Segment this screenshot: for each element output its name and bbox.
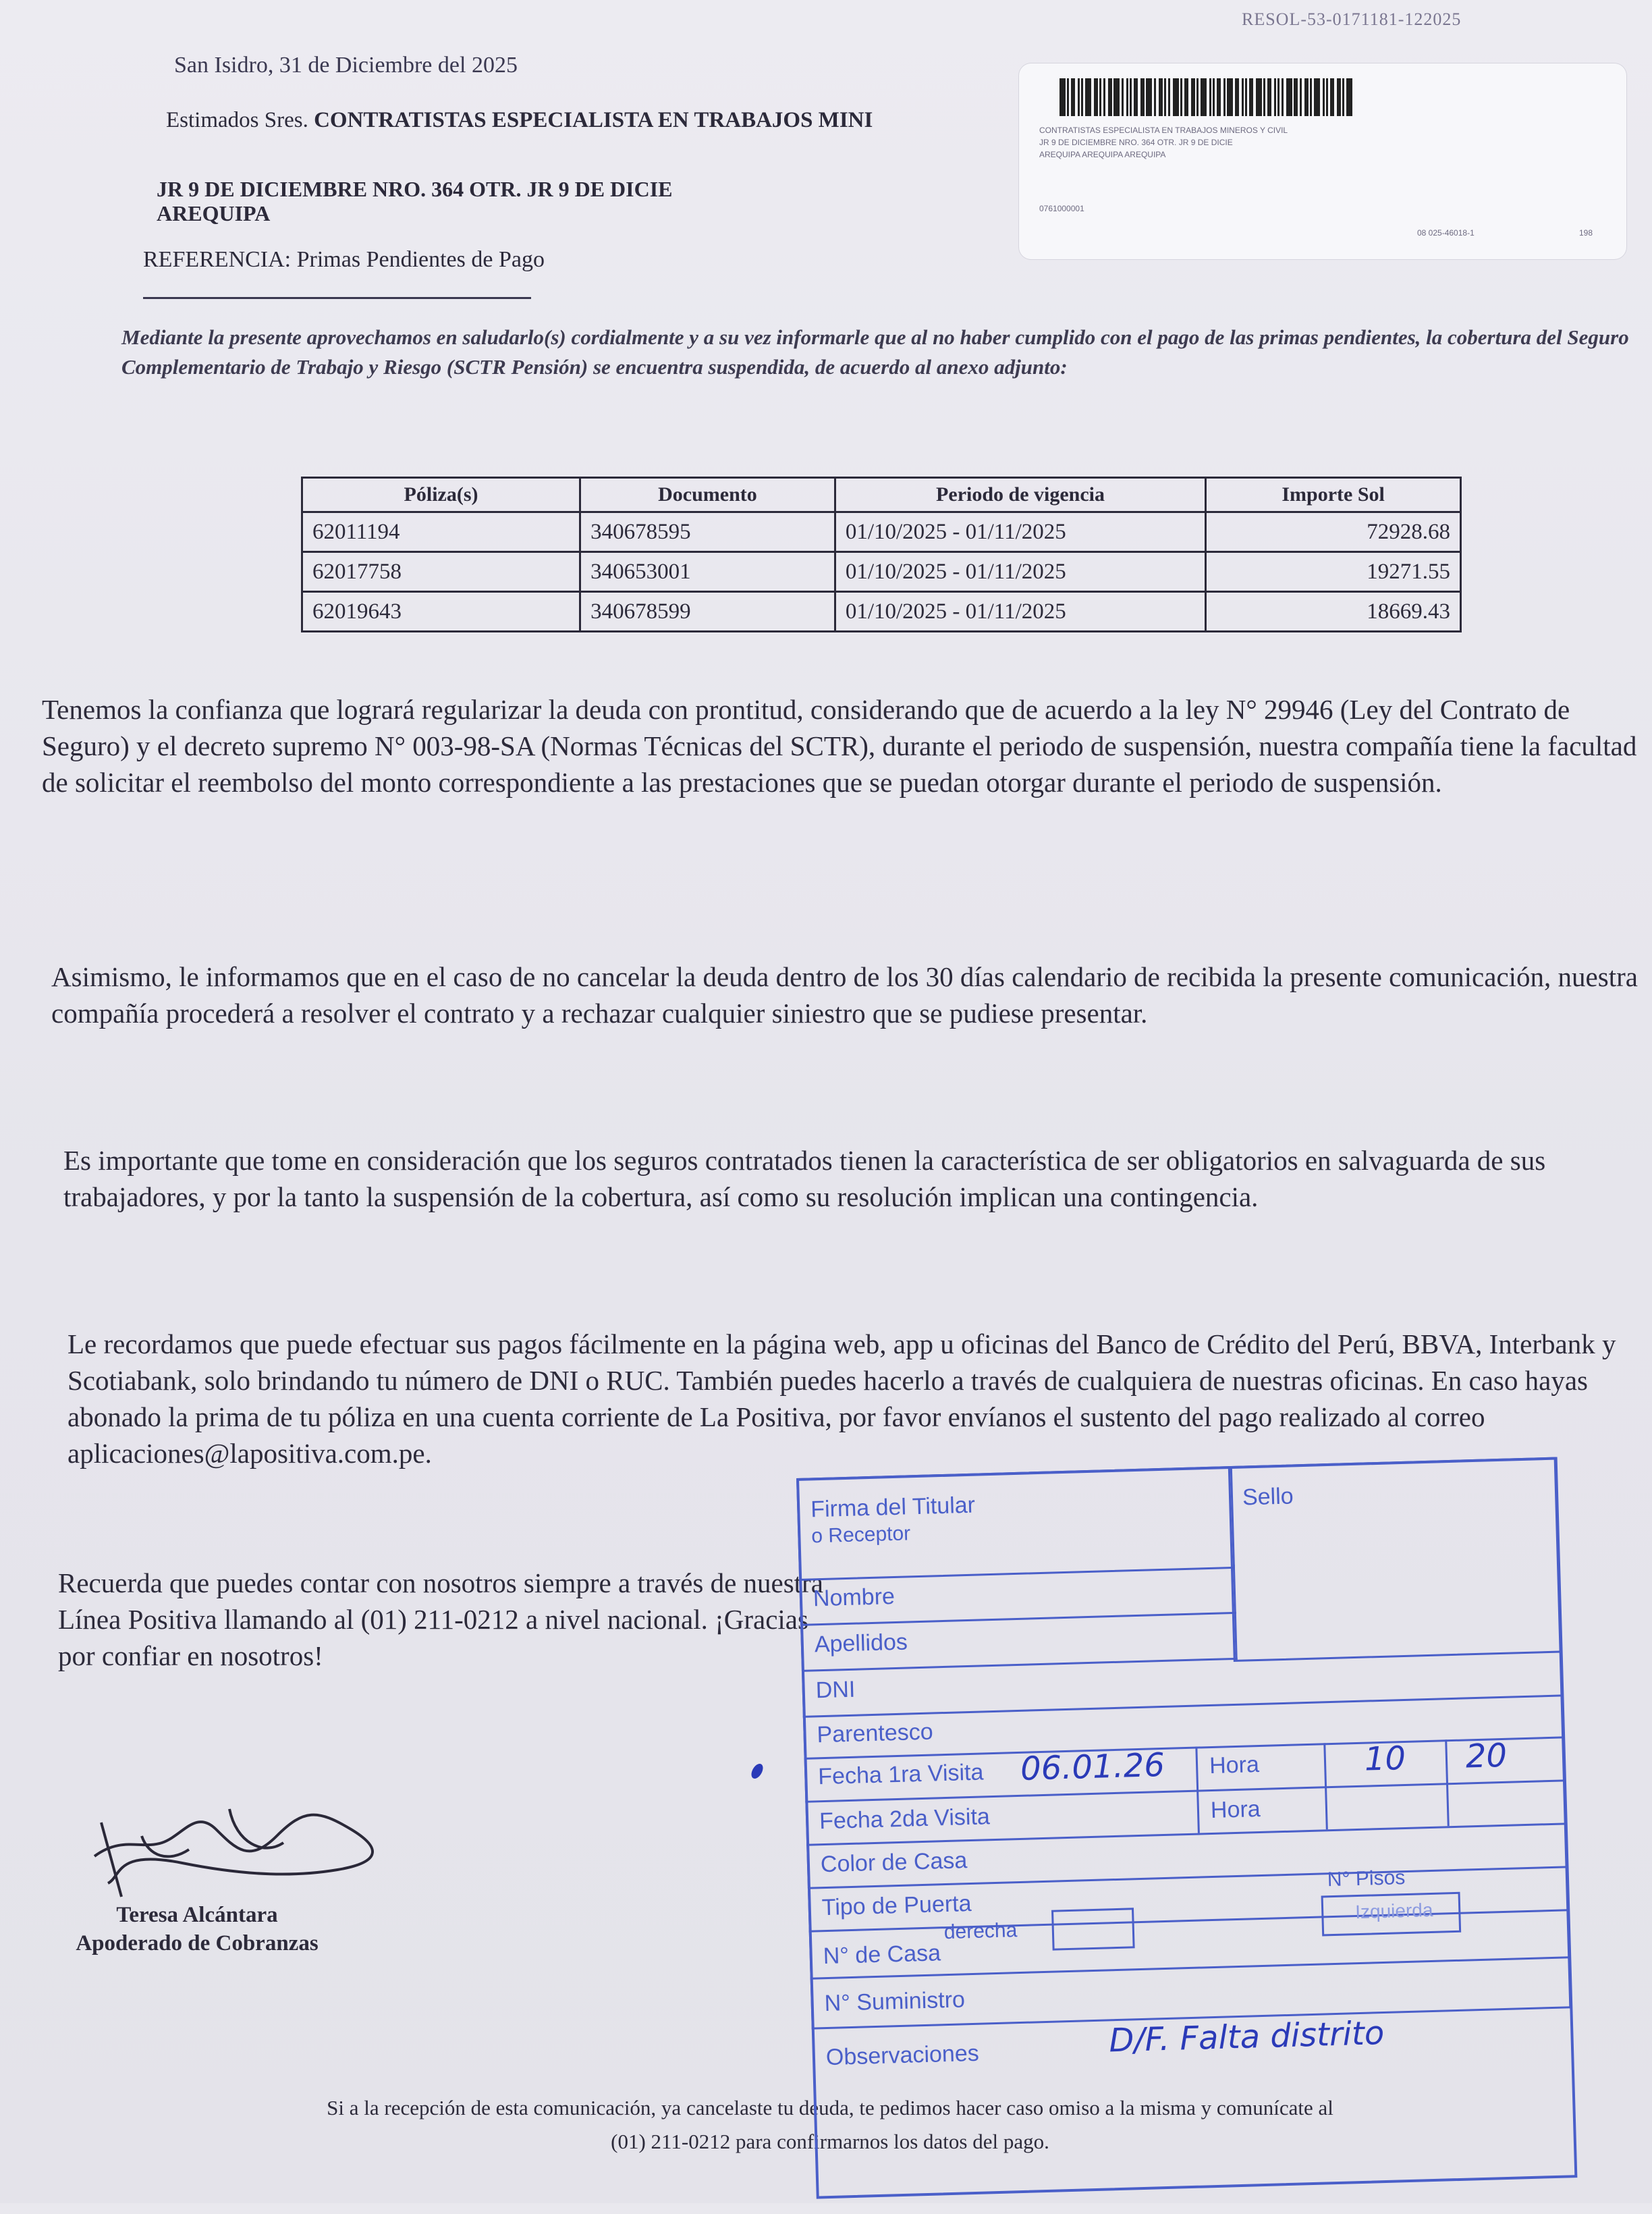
paragraph-payment: Le recordamos que puede efectuar sus pagos fácilmente en la página web, app u oficinas del Banco de Crédito del Perú, BBVA, Interbank y Scotiabank, solo brindando tu número de DNI o RUC. También puedes hacerlo a través de cualquiera de nuestras oficinas. En caso hayas abonado la prima de tu póliza en una cuenta corriente de La Positiva, por favor envíanos el sustento del pago realizado al correo aplicaciones@lapositiva.com.pe. [67, 1328, 1616, 1469]
barcode-bar [1184, 78, 1188, 116]
barcode-bar [1081, 78, 1083, 116]
barcode-bar [1300, 78, 1302, 116]
barcode-bar [1108, 78, 1112, 116]
barcode-bar [1168, 78, 1170, 116]
barcode-bar [1130, 78, 1132, 116]
barcode-bar [1146, 78, 1152, 116]
barcode-bar [1213, 78, 1215, 116]
signatory [55, 1901, 339, 1958]
stamp-sello-label: Sello [1242, 1483, 1294, 1511]
reference-underline [143, 297, 531, 299]
policies-table [301, 477, 1462, 632]
barcode-bar [1294, 78, 1298, 116]
ink-mark-icon [749, 1762, 765, 1781]
table-row [302, 592, 1461, 632]
stamp-nombre-label: Nombre [813, 1584, 896, 1612]
stamp-ncasa-label: N° de Casa [823, 1940, 941, 1970]
label-line-2: JR 9 DE DICIEMBRE NRO. 364 OTR. JR 9 DE DICIE [1039, 138, 1233, 147]
col-documento: Documento [580, 478, 835, 512]
reference: REFERENCIA: Primas Pendientes de Pago [143, 247, 545, 272]
barcode-bar [1274, 78, 1276, 116]
barcode-bar [1323, 78, 1325, 116]
stamp-fecha2-label: Fecha 2da Visita [819, 1804, 991, 1835]
resolution-code: RESOL-53-0171181-122025 [1242, 9, 1462, 29]
barcode-bar [1242, 78, 1244, 116]
stamp-npisos-label: N° Pisos [1327, 1866, 1406, 1891]
stamp-hora1-h: 10 [1364, 1739, 1406, 1779]
table-row [302, 552, 1461, 592]
label-num: 198 [1579, 228, 1593, 238]
cell-periodo: 01/10/2025 - 01/11/2025 [835, 552, 1205, 592]
signatory-name: Teresa Alcántara [116, 1903, 278, 1927]
intro-paragraph: Mediante la presente aprovechamos en saludarlo(s) cordialmente y a su vez informarle que al no haber cumplido con el pago de las primas pendientes, la cobertura del Seguro Complementario de Trabajo y Riesgo (SCTR Pensión) se encuentra suspendida, de acuerdo al anexo adjunto: [121, 325, 1629, 379]
barcode-bar [1263, 78, 1265, 116]
col-periodo: Periodo de vigencia [835, 478, 1205, 512]
stamp-apellidos-label: Apellidos [814, 1629, 908, 1658]
barcode-bar [1085, 78, 1091, 116]
stamp-observaciones-label: Observaciones [825, 2040, 980, 2071]
table-row [302, 512, 1461, 552]
delivery-stamp [796, 1455, 1647, 2214]
barcode-bar [1099, 78, 1101, 116]
barcode-bar [1282, 78, 1284, 116]
barcode-bar [1191, 78, 1195, 116]
stamp-firma-label: Firma del Titular [810, 1492, 976, 1523]
addressee-prefix: Estimados Sres. [166, 108, 308, 132]
barcode-bar [1286, 78, 1292, 116]
barcode-bar [1071, 78, 1075, 116]
cell-periodo: 01/10/2025 - 01/11/2025 [835, 592, 1205, 632]
stamp-dni-label: DNI [815, 1676, 856, 1704]
stamp-fecha1-value: 06.01.26 [1020, 1746, 1165, 1788]
barcode-bar [1235, 78, 1239, 116]
barcode-bar [1126, 78, 1128, 116]
cell-importe: 18669.43 [1206, 592, 1461, 632]
label-line-1: CONTRATISTAS ESPECIALISTA EN TRABAJOS MINEROS Y CIVIL [1039, 126, 1288, 135]
barcode-bar [1180, 78, 1182, 116]
stamp-fecha1-label: Fecha 1ra Visita [817, 1759, 984, 1790]
barcode-bar [1346, 78, 1352, 116]
barcode-bar [1067, 78, 1069, 116]
barcode-bar [1314, 78, 1320, 116]
barcode-bar [1227, 78, 1233, 116]
barcode-bar [1245, 78, 1247, 116]
label-code: 0761000001 [1039, 204, 1084, 213]
cell-poliza: 62017758 [302, 552, 580, 592]
cell-periodo: 01/10/2025 - 01/11/2025 [835, 512, 1205, 552]
barcode-bar [1103, 78, 1105, 116]
barcode-bar [1154, 78, 1156, 116]
signature-icon [81, 1782, 391, 1904]
stamp-tipo-label: Tipo de Puerta [821, 1891, 972, 1921]
barcode-bar [1326, 78, 1328, 116]
col-poliza: Póliza(s) [302, 478, 580, 512]
barcode-bar [1140, 78, 1145, 116]
stamp-izquierda-label: Izquierda [1354, 1899, 1433, 1923]
barcode-bar [1164, 78, 1166, 116]
letter-date: San Isidro, 31 de Diciembre del 2025 [174, 53, 518, 78]
stamp-parentesco-label: Parentesco [817, 1719, 934, 1748]
paragraph-contact: Recuerda que puedes contar con nosotros siempre a través de nuestra Línea Positiva llamando al (01) 211-0212 a nivel nacional. ¡Gracias por confiar en nosotros! [58, 1567, 823, 1671]
barcode-bar [1122, 78, 1124, 116]
stamp-suministro-label: N° Suministro [824, 1987, 966, 2017]
barcode-bar [1223, 78, 1226, 116]
address-line-2: AREQUIPA [157, 201, 271, 225]
barcode-bar [1201, 78, 1207, 116]
barcode-bar [1337, 78, 1341, 116]
label-line-3: AREQUIPA AREQUIPA AREQUIPA [1039, 150, 1166, 159]
stamp-receptor-label: o Receptor [810, 1522, 911, 1548]
barcode-bar [1094, 78, 1098, 116]
cell-documento: 340653001 [580, 552, 835, 592]
barcode-bar [1249, 78, 1253, 116]
address [157, 177, 673, 225]
barcode-bar [1209, 78, 1211, 116]
barcode-bar [1173, 78, 1179, 116]
barcode-bar [1113, 78, 1120, 116]
cell-documento: 340678595 [580, 512, 835, 552]
stamp-derecha-label: derecha [943, 1919, 1018, 1944]
barcode-bar [1196, 78, 1199, 116]
cell-importe: 72928.68 [1206, 512, 1461, 552]
barcode-bar [1330, 78, 1334, 116]
stamp-color-label: Color de Casa [820, 1847, 968, 1878]
footer-line-2: (01) 211-0212 para confirmarnos los datos del pago. [611, 2130, 1049, 2153]
label-ref: 08 025-46018-1 [1417, 228, 1475, 238]
stamp-hora1-m: 20 [1465, 1736, 1508, 1776]
addressee [166, 108, 873, 133]
barcode-bar [1134, 78, 1138, 116]
addressee-name: CONTRATISTAS ESPECIALISTA EN TRABAJOS MINI [314, 108, 873, 132]
stamp-hora1-label: Hora [1209, 1752, 1260, 1779]
cell-documento: 340678599 [580, 592, 835, 632]
address-line-1: JR 9 DE DICIEMBRE NRO. 364 OTR. JR 9 DE DICIE [157, 177, 673, 201]
mailing-label [1019, 63, 1626, 259]
barcode-bar [1217, 78, 1221, 116]
barcode-bar [1159, 78, 1163, 116]
barcode-bar [1304, 78, 1309, 116]
col-importe: Importe Sol [1206, 478, 1461, 512]
barcode-bar [1267, 78, 1271, 116]
paragraph-importance: Es importante que tome en consideración que los seguros contratados tienen la característica de ser obligatorios en salvaguarda de sus trabajadores, y por la tanto la suspensión de la cobertura, así como su resolución implican una contingencia. [63, 1145, 1546, 1212]
paragraph-warning: Asimismo, le informamos que en el caso de no cancelar la deuda dentro de los 30 días calendario de recibida la presente comunicación, nuestra compañía procederá a resolver el contrato y a rechazar cualquier siniestro que se pudiese presentar. [51, 961, 1638, 1029]
cell-poliza: 62019643 [302, 592, 580, 632]
stamp-hora2-label: Hora [1210, 1796, 1261, 1824]
stamp-derecha-box [1051, 1908, 1135, 1950]
cell-poliza: 62011194 [302, 512, 580, 552]
cell-importe: 19271.55 [1206, 552, 1461, 592]
barcode-bar [1277, 78, 1279, 116]
barcode-bar [1059, 78, 1066, 116]
barcode-bar [1256, 78, 1262, 116]
paragraph-legal: Tenemos la confianza que logrará regularizar la deuda con prontitud, considerando que de acuerdo a la ley N° 29946 (Ley del Contrato de Seguro) y el decreto supremo N° 003-98-SA (Normas Técnicas del SCTR), durante el periodo de suspensión, nuestra compañía tiene la facultad de solicitar el reembolso del monto correspondiente a las prestaciones que se puedan otorgar durante el periodo de suspensión. [42, 694, 1637, 798]
footer-line-1: Si a la recepción de esta comunicación, ya cancelaste tu deuda, te pedimos hacer caso omiso a la misma y comunícate al [327, 2096, 1333, 2120]
barcode-icon [1059, 78, 1410, 116]
table-header-row [302, 478, 1461, 512]
barcode-bar [1078, 78, 1080, 116]
stamp-observaciones-value: D/F. Falta distrito [1108, 2014, 1385, 2060]
signatory-role: Apoderado de Cobranzas [76, 1931, 319, 1955]
barcode-bar [1342, 78, 1344, 116]
barcode-bar [1310, 78, 1312, 116]
